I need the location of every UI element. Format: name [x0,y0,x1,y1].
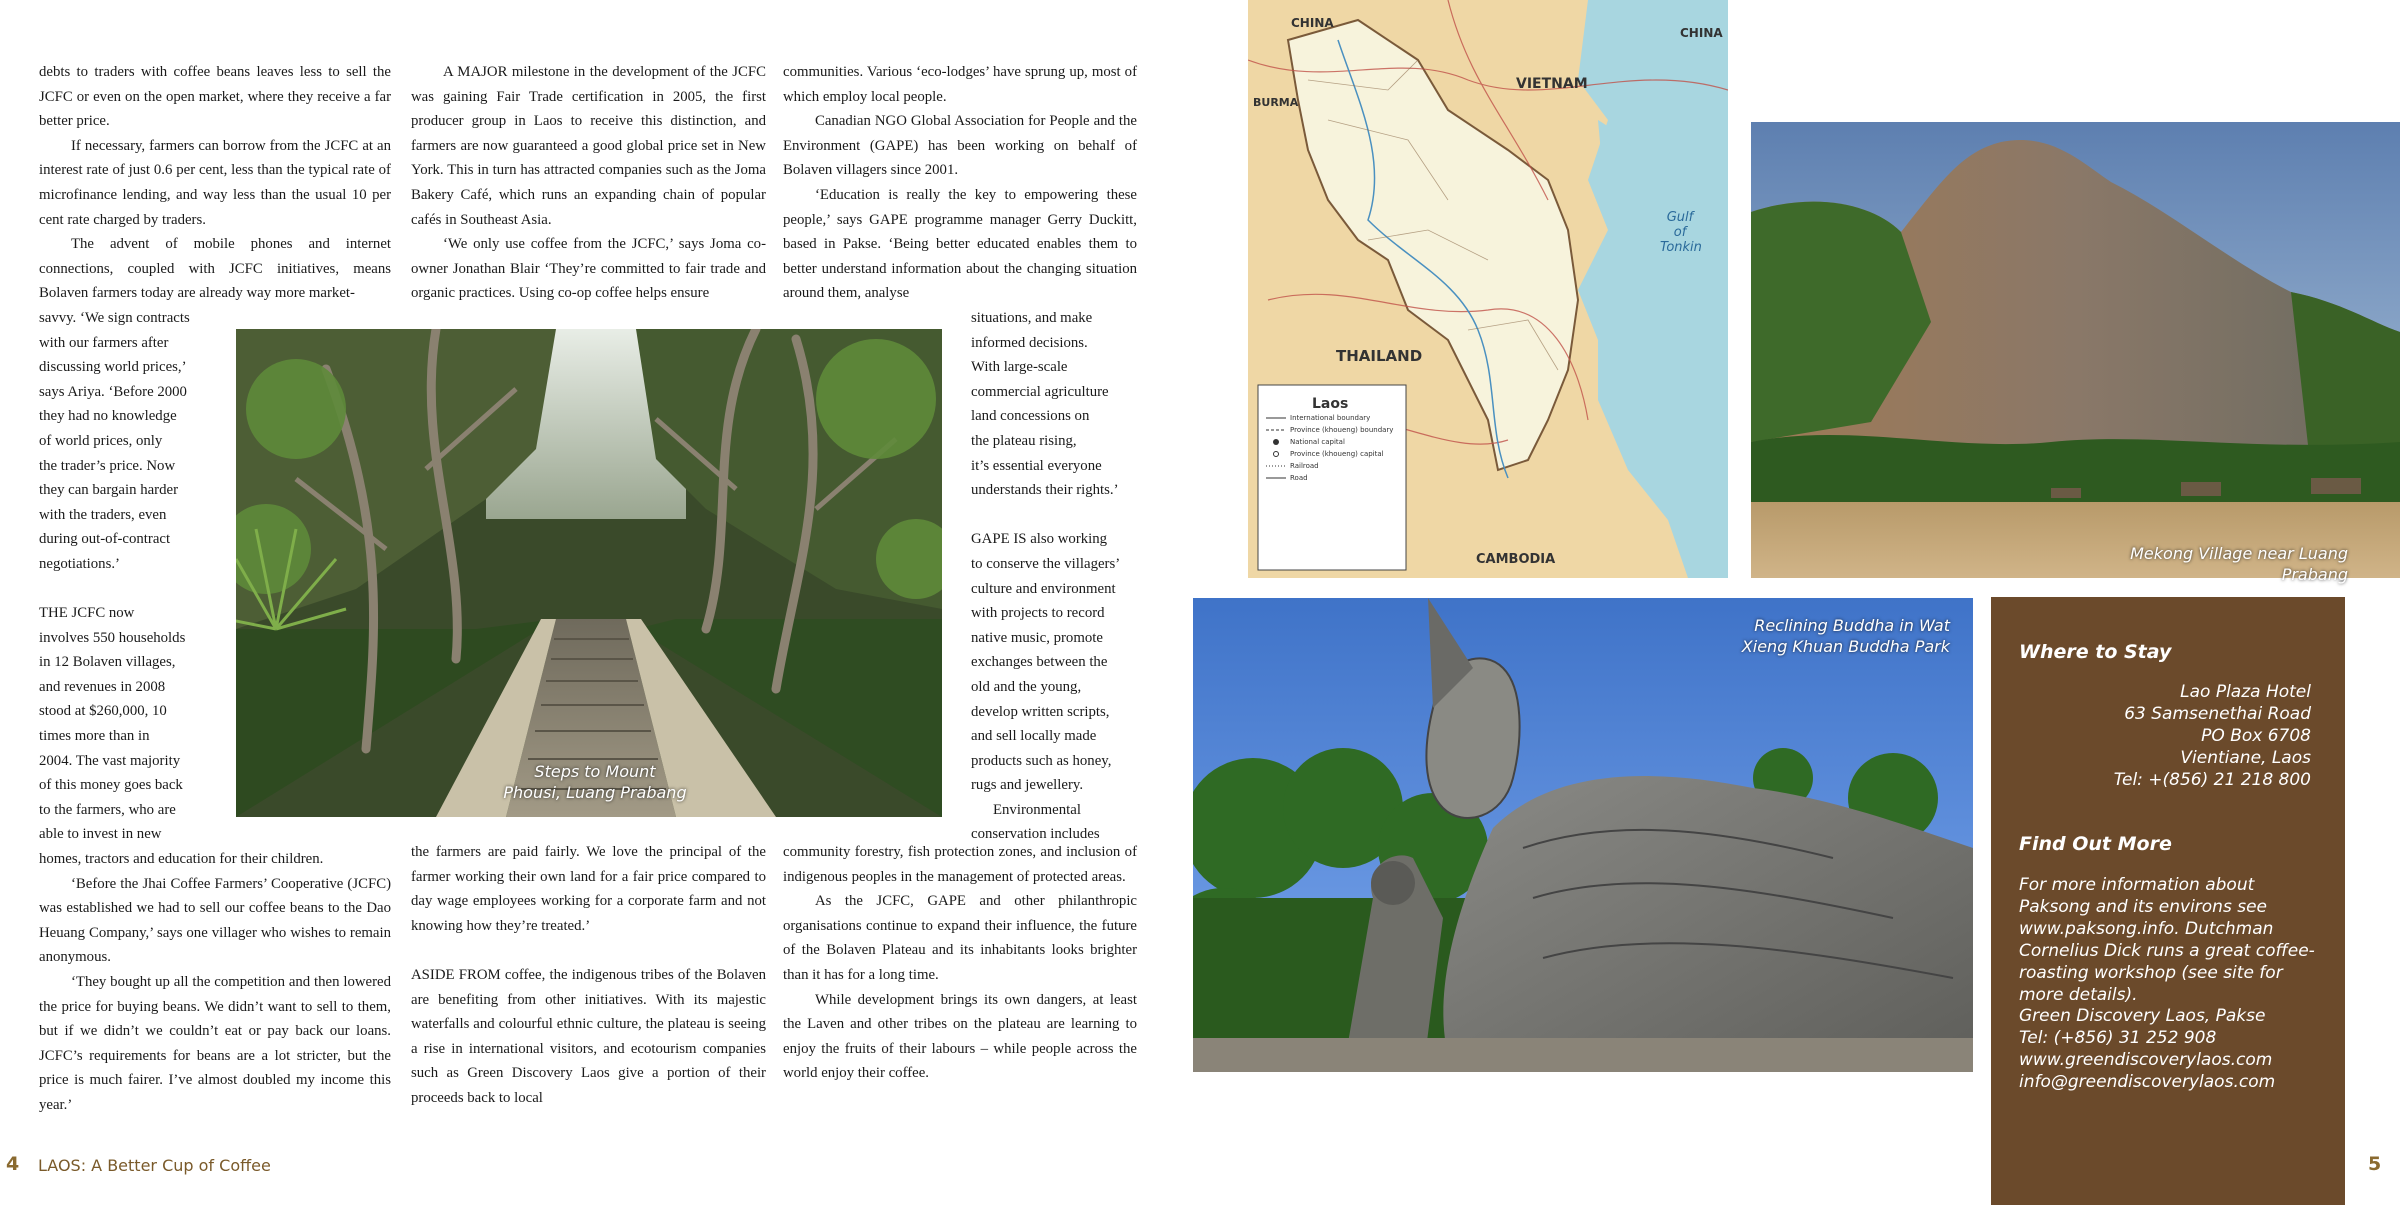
text-line: with the traders, even [39,506,167,523]
text-line: culture and environment [971,580,1116,597]
text-line: savvy. ‘We sign contracts [39,309,190,326]
text-line: Environmental [993,801,1081,818]
text-line: 2004. The vast majority [39,752,181,769]
text-line: With large-scale [971,359,1068,376]
paragraph: community forestry, fish protection zones, and inclusion of indigenous peoples in the management of protected areas. [783,844,1137,885]
text-line: the trader’s price. Now [39,457,176,474]
col1-narrow [39,306,209,847]
map-country-label: CAMBODIA [1476,552,1556,567]
text-line: stood at $260,000, 10 [39,703,167,720]
legend-item: Province (khoueng) boundary [1290,426,1394,434]
mekong-caption: Mekong Village near Luang Prabang [2130,544,2348,584]
hotel-address [2011,681,2311,791]
text-line: products such as honey, [971,752,1112,769]
text-line: rugs and jewellery. [971,777,1084,794]
text-line: with our farmers after [39,334,169,351]
contact-email[interactable]: info@greendiscoverylaos.com [2019,1072,2276,1092]
paragraph: If necessary, farmers can borrow from the JCFC at an interest rate of just 0.6 per cent, less than the typical rate of microfinance lending, and way less than the usual 10 per cent rate charged by traders. [39,137,391,228]
address-line: PO Box 6708 [2201,726,2311,746]
text-line: informed decisions. [971,334,1088,351]
paragraph: debts to traders with coffee beans leaves less to sell the JCFC or even on the open market, where they receive a far better price. [39,64,391,130]
text-line: times more than in [39,728,150,745]
address-line: Tel: +(856) 21 218 800 [2113,770,2311,790]
legend-item: Railroad [1290,462,1319,470]
text-line: understands their rights.’ [971,482,1119,499]
contact-block [2019,1005,2339,1093]
text-line: situations, and make [971,310,1093,326]
article-column-2-bottom [411,840,766,1111]
address-line: Lao Plaza Hotel [2180,682,2311,702]
address-line: 63 Samsenethai Road [2124,704,2311,724]
paragraph: ‘We only use coffee from the JCFC,’ says Joma co-owner Jonathan Blair ‘They’re committed to fair trade and organic practices. Using co-op coffee helps ensure [411,236,766,302]
article-column-3-narrow [971,306,1141,847]
text-line: the plateau rising, [971,432,1077,449]
col1-bottom [39,847,391,1118]
left-page-number: 4 [6,1153,20,1175]
legend-item: National capital [1290,438,1345,446]
text-line: discussing world prices,’ [39,359,187,376]
text-line: they can bargain harder [39,482,178,499]
legend-item: Road [1290,474,1308,482]
paragraph: A MAJOR milestone in the development of the JCFC was gaining Fair Trade certification in 2005, the first producer group in Laos to receive this distinction, and farmers are now guaranteed a good global price set in New York. This in turn has attracted companies such as the Joma Bakery Café, which runs an expanding chain of popular cafés in Southeast Asia. [411,64,766,228]
map-country-label: THAILAND [1336,347,1423,365]
paragraph: homes, tractors and education for their children. [39,851,324,867]
contact-line: Green Discovery Laos, Pakse [2019,1006,2266,1026]
buddha-caption [1660,615,1950,657]
paragraph: the farmers are paid fairly. We love the principal of the farmer working their own land for a fair price compared to day wage employees working for a corporate farm and not knowing how they’re treated.’ [411,844,766,934]
paragraph: The advent of mobile phones and internet connections, coupled with JCFC initiatives, means Bolaven farmers today are already way more market- [39,236,391,302]
text-line: able to invest in new [39,826,162,843]
text-line: old and the young, [971,678,1082,695]
paragraph: ‘Before the Jhai Coffee Farmers’ Cooperative (JCFC) was established we had to sell our coffee beans to the Dao Heuang Company,’ says one villager who wishes to remain anonymous. [39,875,391,966]
laos-map [1248,0,1728,578]
text-line: native music, promote [971,629,1103,646]
text-line: and sell locally made [971,728,1097,745]
paragraph: communities. Various ‘eco-lodges’ have sprung up, most of which employ local people. [783,64,1137,105]
caption-line: Reclining Buddha in Wat [1754,616,1950,635]
gulf-line: Gulf [1666,210,1694,225]
gulf-line: of [1673,225,1687,240]
mekong-photo [1751,122,2400,578]
steps-caption [484,761,706,803]
text-line: they had no knowledge [39,408,177,425]
text-line: during out-of-contract [39,531,171,548]
steps-photo [236,329,942,817]
col1-top [39,60,391,306]
map-country-label: CHINA [1291,16,1334,30]
text-line: of this money goes back [39,777,183,794]
map-gulf-label [1660,210,1700,255]
text-line: of world prices, only [39,432,163,449]
address-line: Vientiane, Laos [2180,748,2311,768]
caption-line: Xieng Khuan Buddha Park [1741,637,1950,656]
map-legend-title: Laos [1312,396,1349,412]
article-column-3-bottom [783,840,1137,1086]
find-out-more-heading: Find Out More [2019,833,2172,855]
text-line: to conserve the villagers’ [971,555,1121,572]
article-column-2 [411,60,766,306]
text-line: exchanges between the [971,654,1108,671]
text-line: land concessions on [971,408,1090,425]
paragraph: ‘They bought up all the competition and then lowered the price for buying beans. We didn’t want to sell to them, but if we didn’t we couldn’t eat or pay back our loans. JCFC’s requirements for beans are a lot stricter, but the price is much fairer. I’ve almost doubled my income this year.’ [39,973,391,1113]
map-country-label: VIETNAM [1516,76,1588,92]
text-line: and revenues in 2008 [39,678,166,695]
text-line: to the farmers, who are [39,801,176,818]
text-line: commercial agriculture [971,383,1109,400]
text-line: with projects to record [971,605,1105,622]
paragraph: ‘Education is really the key to empowering these people,’ says GAPE programme manager Gerry Duckitt, based in Pakse. ‘Being better educated enables them to better understand information about the changing situation around them, analyse [783,186,1137,302]
legend-item: Province (khoueng) capital [1290,450,1384,458]
text-line: negotiations.’ [39,555,120,572]
text-line: conservation includes [971,826,1100,843]
text-line: GAPE IS also working [971,531,1108,548]
caption-line: Steps to Mount [534,762,656,781]
buddha-photo [1193,598,1973,1072]
text-line: develop written scripts, [971,703,1110,720]
map-legend-items [1290,412,1393,484]
paragraph: Canadian NGO Global Association for People and the Environment (GAPE) has been working on behalf of Bolaven villagers since 2001. [783,113,1137,179]
contact-link[interactable]: www.greendiscoverylaos.com [2019,1050,2273,1070]
info-box [1991,597,2345,1205]
gulf-line: Tonkin [1660,240,1702,255]
paragraph: ASIDE FROM coffee, the indigenous tribes of the Bolaven are benefiting from other initiatives. With its majestic waterfalls and colourful ethnic culture, the plateau is seeing a rise in international visitors, and ecotourism companies such as Green Discovery Laos give a portion of their proceeds back to local [411,966,766,1106]
paragraph: As the JCFC, GAPE and other philanthropic organisations continue to expand their influence, the future of the Bolaven Plateau and its inhabitants looks brighter than it has for a long time. [783,893,1137,983]
map-country-label: BURMA [1253,96,1299,109]
find-out-more-text: For more information about Paksong and its environs see www.paksong.info. Dutchman Cornelius Dick runs a great coffee-roasting workshop (see site for more details). [2019,875,2315,1005]
right-page-number: 5 [2368,1153,2382,1175]
left-footer-title: LAOS: A Better Cup of Coffee [38,1156,271,1175]
caption-line: Phousi, Luang Prabang [503,783,687,802]
text-line: it’s essential everyone [971,457,1102,474]
map-country-label: CHINA [1680,26,1723,40]
text-line: in 12 Bolaven villages, [39,654,176,671]
text-line: involves 550 households [39,629,186,646]
text-line: THE JCFC now [39,605,135,622]
where-to-stay-heading: Where to Stay [2019,641,2172,663]
legend-item: International boundary [1290,414,1371,422]
article-column-3 [783,60,1137,306]
contact-line: Tel: (+856) 31 252 908 [2019,1028,2217,1048]
text-line: says Ariya. ‘Before 2000 [39,383,187,400]
paragraph: While development brings its own dangers, at least the Laven and other tribes on the plateau are learning to enjoy the fruits of their labours – while people across the world enjoy their coffee. [783,991,1137,1082]
